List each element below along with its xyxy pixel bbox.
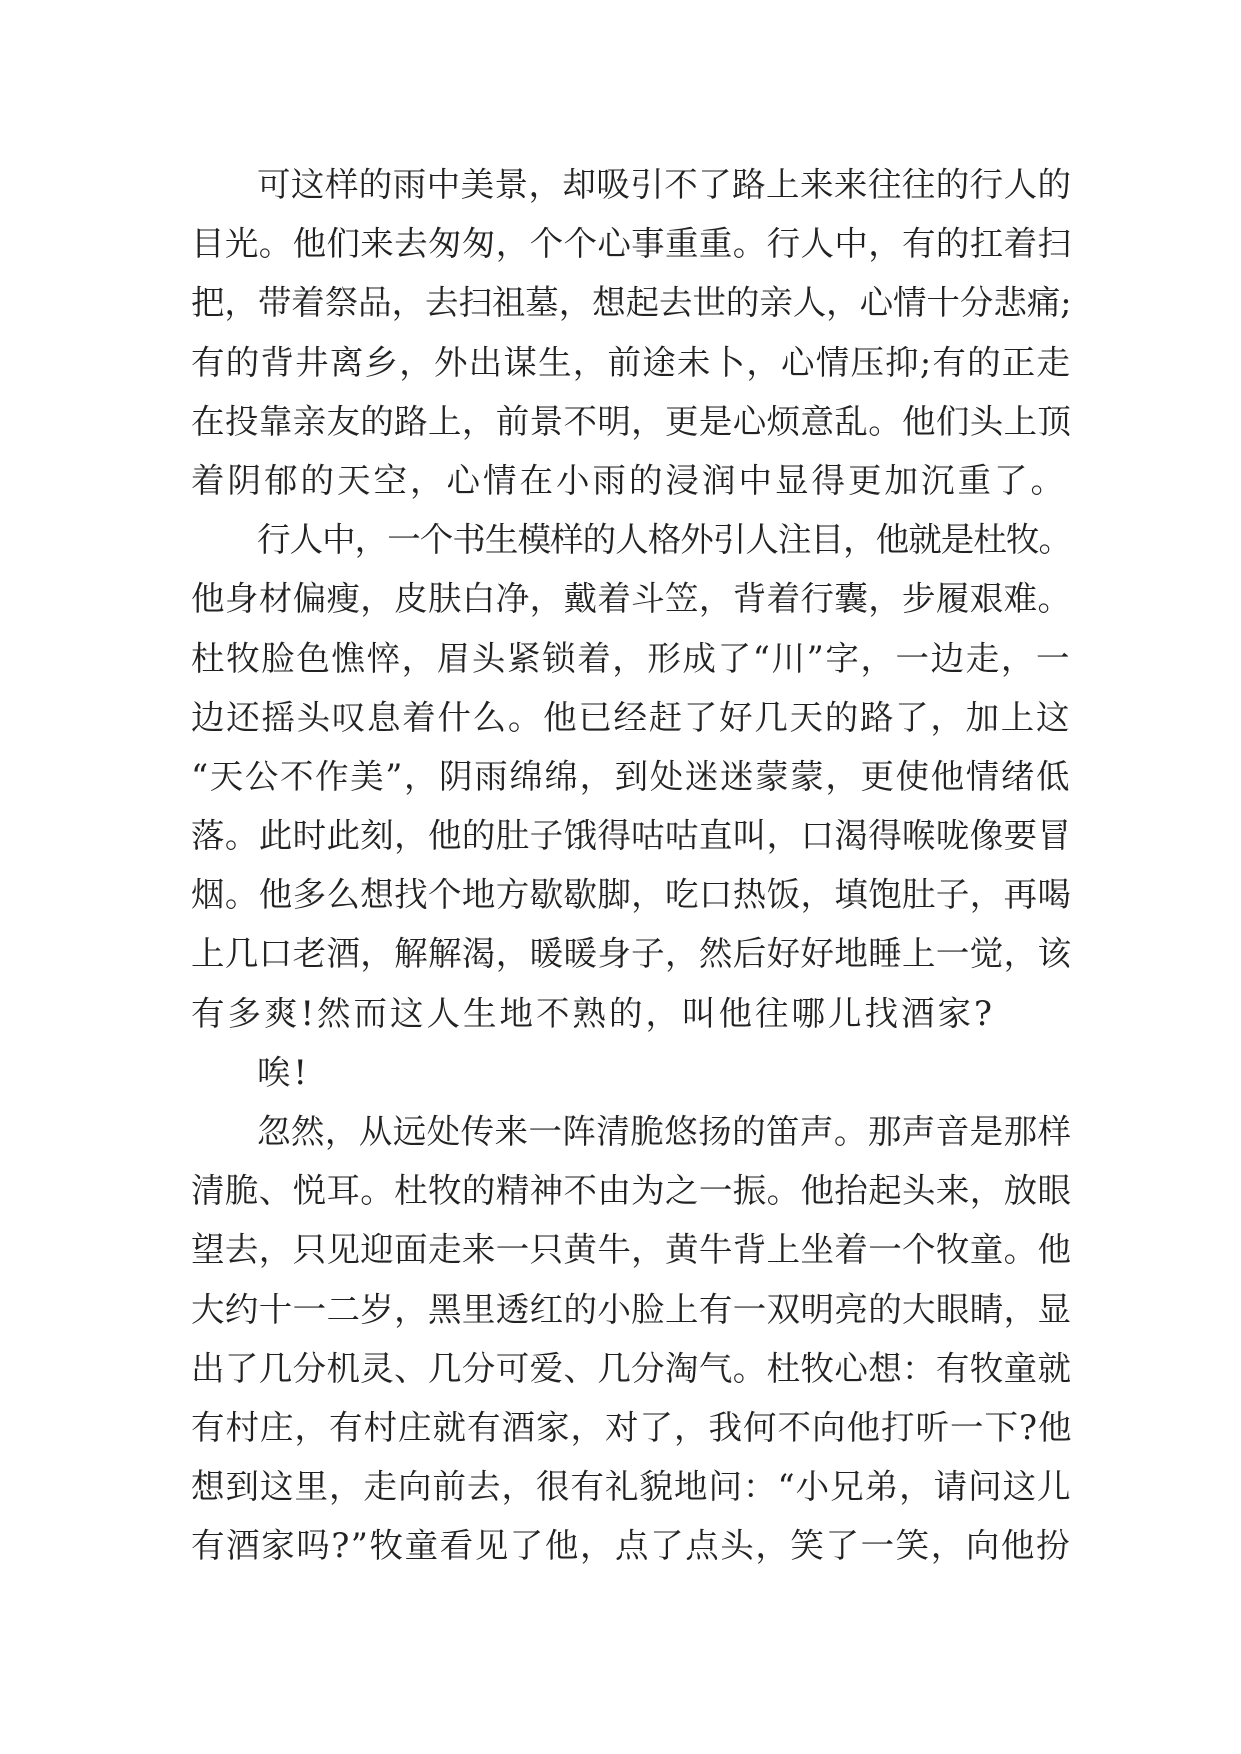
text-line — [191, 629, 1071, 688]
text-line-content: 杜牧脸色憔悴，眉头紧锁着，形成了“川”字，一边走，一 — [191, 638, 1071, 678]
text-line-content: 有村庄，有村庄就有酒家，对了，我何不向他打听一下?他 — [191, 1407, 1073, 1447]
text-line-content: 忽然，从远处传来一阵清脆悠扬的笛声。那声音是那样 — [257, 1112, 1071, 1151]
text-line — [191, 1220, 1071, 1279]
text-line — [191, 333, 1071, 392]
text-line — [191, 273, 1071, 332]
text-line — [191, 1398, 1071, 1457]
text-line-content: 可这样的雨中美景，却吸引不了路上来来往往的行人的 — [257, 165, 1071, 204]
text-line — [191, 1457, 1071, 1516]
text-line-content: 有多爽!然而这人生地不熟的，叫他往哪儿找酒家? — [191, 993, 995, 1033]
text-line — [191, 1339, 1071, 1398]
text-line — [191, 451, 1071, 510]
text-line-content: 边还摇头叹息着什么。他已经赶了好几天的路了，加上这 — [191, 697, 1071, 737]
text-line-content: 出了几分机灵、几分可爱、几分淘气。杜牧心想：有牧童就 — [191, 1348, 1071, 1388]
text-line-content: 他身材偏瘦，皮肤白净，戴着斗笠，背着行囊，步履艰难。 — [191, 579, 1071, 619]
text-line — [191, 569, 1071, 628]
text-line-content: 望去，只见迎面走来一只黄牛，黄牛背上坐着一个牧童。他 — [191, 1230, 1071, 1270]
text-line — [191, 1280, 1071, 1339]
text-line-content: 想到这里，走向前去，很有礼貌地问：“小兄弟，请问这儿 — [191, 1467, 1072, 1507]
text-line-content: “天公不作美”，阴雨绵绵，到处迷迷蒙蒙，更使他情绪低 — [191, 756, 1071, 796]
text-line-content: 大约十一二岁，黑里透红的小脸上有一双明亮的大眼睛，显 — [191, 1289, 1071, 1329]
text-line-content: 着阴郁的天空，心情在小雨的浸润中显得更加沉重了。 — [191, 460, 1067, 500]
text-line-content: 有的背井离乡，外出谋生，前途未卜，心情压抑;有的正走 — [191, 342, 1071, 382]
text-line — [191, 510, 1071, 569]
text-line-content: 行人中，一个书生模样的人格外引人注目，他就是杜牧。 — [257, 520, 1071, 560]
text-line-content: 烟。他多么想找个地方歇歇脚，吃口热饭，填饱肚子，再喝 — [191, 875, 1071, 915]
text-line-content: 把，带着祭品，去扫祖墓，想起去世的亲人，心情十分悲痛; — [191, 283, 1071, 323]
text-line-content: 有酒家吗?”牧童看见了他，点了点头，笑了一笑，向他扮 — [191, 1526, 1071, 1566]
document-body — [191, 155, 1071, 1576]
text-line — [191, 984, 1071, 1043]
text-line — [191, 155, 1071, 214]
text-line-content: 上几口老酒，解解渴，暖暖身子，然后好好地睡上一觉，该 — [191, 934, 1071, 974]
text-line — [191, 747, 1071, 806]
text-line-content: 唉! — [257, 1052, 310, 1092]
text-line — [191, 1043, 1071, 1102]
text-line — [191, 1102, 1071, 1161]
text-line — [191, 688, 1071, 747]
text-line-content: 在投靠亲友的路上，前景不明，更是心烦意乱。他们头上顶 — [191, 401, 1071, 441]
text-line-content: 落。此时此刻，他的肚子饿得咕咕直叫，口渴得喉咙像要冒 — [191, 816, 1071, 856]
text-line — [191, 392, 1071, 451]
text-line — [191, 924, 1071, 983]
text-line-content: 目光。他们来去匆匆，个个心事重重。行人中，有的扛着扫 — [191, 224, 1071, 264]
text-line — [191, 865, 1071, 924]
text-line-content: 清脆、悦耳。杜牧的精神不由为之一振。他抬起头来，放眼 — [191, 1171, 1071, 1211]
text-line — [191, 1161, 1071, 1220]
text-line — [191, 1516, 1071, 1575]
text-line — [191, 806, 1071, 865]
text-line — [191, 214, 1071, 273]
